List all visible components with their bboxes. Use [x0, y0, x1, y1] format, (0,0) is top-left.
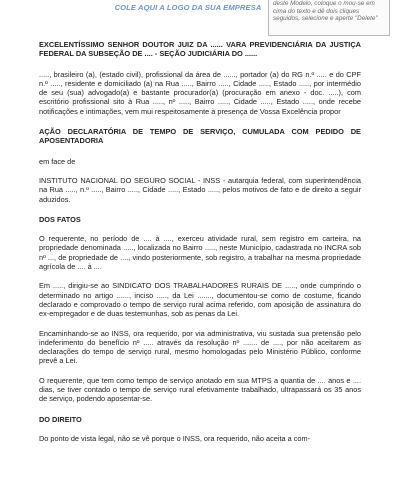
facts-paragraph-3: Encaminhando-se ao INSS, ora requerido, por via administrativa, viu sustada sua pretensão pelo indeferimento do benefício nº ..... através da resolução nº ....... de ...., por não aceitarem as declarações do tempo de serviço rural, mesmo homologadas pelo Ministério Público, conforme prevê a Lei.: [39, 328, 361, 366]
instructions-note: deste Modelo, coloque o mou-se em cima do texto e dê dois cliques seguidos, selecione e aperte "Delete": [268, 0, 390, 36]
addressee-heading: EXCELENTÍSSIMO SENHOR DOUTOR JUIZ DA ...... VARA PREVIDENCIÁRIA DA JUSTIÇA FEDERAL DA SUBSEÇÃO DE .... - SEÇÃO JUDICIÁRIA DO ......: [39, 40, 361, 59]
against-line: em face de: [39, 156, 76, 166]
law-paragraph-1: Do ponto de vista legal, não se vê porque o INSS, ora requerido, não aceita a com-: [39, 433, 311, 443]
facts-paragraph-1: O requerente, no período de .... à ...., exerceu atividade rural, sem registro em carteira, na propriedade denominada ....., localizada no Bairro ....., neste Município, cadastrada no INCRA sob nº ..., de propriedade de ...., vindo posteriormente, sob registro, a trabalhar na mesma propriedade agrícola de .... à ....: [39, 234, 361, 272]
petition-document: [39, 40, 361, 443]
law-heading: DO DIREITO: [39, 414, 82, 424]
facts-paragraph-4: O requerente, que tem como tempo de serviço anotado em sua MTPS a quantia de .... anos e .... dias, se tiver contado o tempo de serviço rural efetivamente trabalhado, ultrapassará os 35 anos de serviço, podendo aposentar-se.: [39, 375, 361, 404]
logo-placeholder-banner: COLE AQUI A LOGO DA SUA EMPRESA: [114, 3, 262, 12]
action-title: AÇÃO DECLARATÓRIA DE TEMPO DE SERVIÇO, CUMULADA COM PEDIDO DE APOSENTADORIA: [39, 127, 361, 146]
facts-paragraph-2: Em ....., dirigiu-se ao SINDICATO DOS TRABALHADORES RURAIS DE ....., onde cumprindo o determinado no artigo ......, inciso ....., da Lei ......., documentou-se como de costume, ficando declarado e comprovado o tempo de serviço rural acima referido, com aposição de assinatura do ex-empregador e de duas testemunhas, sob as penas da Lei.: [39, 281, 361, 319]
defendant-paragraph: INSTITUTO NACIONAL DO SEGURO SOCIAL - INSS - autarquia federal, com superintendência na Rua ....., n.º ....., Bairro ....., Cidade ....., Estado ....., pelos motivos de fato e de direito a seguir aduzidos.: [39, 175, 361, 204]
qualification-paragraph: ....., brasileiro (a), (estado civil), profissional da área de ......, portador (a) do RG n.º ..... e do CPF n.º ....., residente e domiciliado (a) na Rua ....., Bairro ....., Cidade ....., Estado ....., por intermédio de seu (sua) advogado(a) e bastante procurador(a) (procuração em anexo - doc. .....), com escritório profissional sito à Rua ....., nº ....., Bairro ....., Cidade ....., Estado ....., onde recebe notificações e intimações, vem mui respeitosamente à presença de Vossa Excelência propor: [39, 69, 361, 116]
facts-heading: DOS FATOS: [39, 214, 81, 224]
